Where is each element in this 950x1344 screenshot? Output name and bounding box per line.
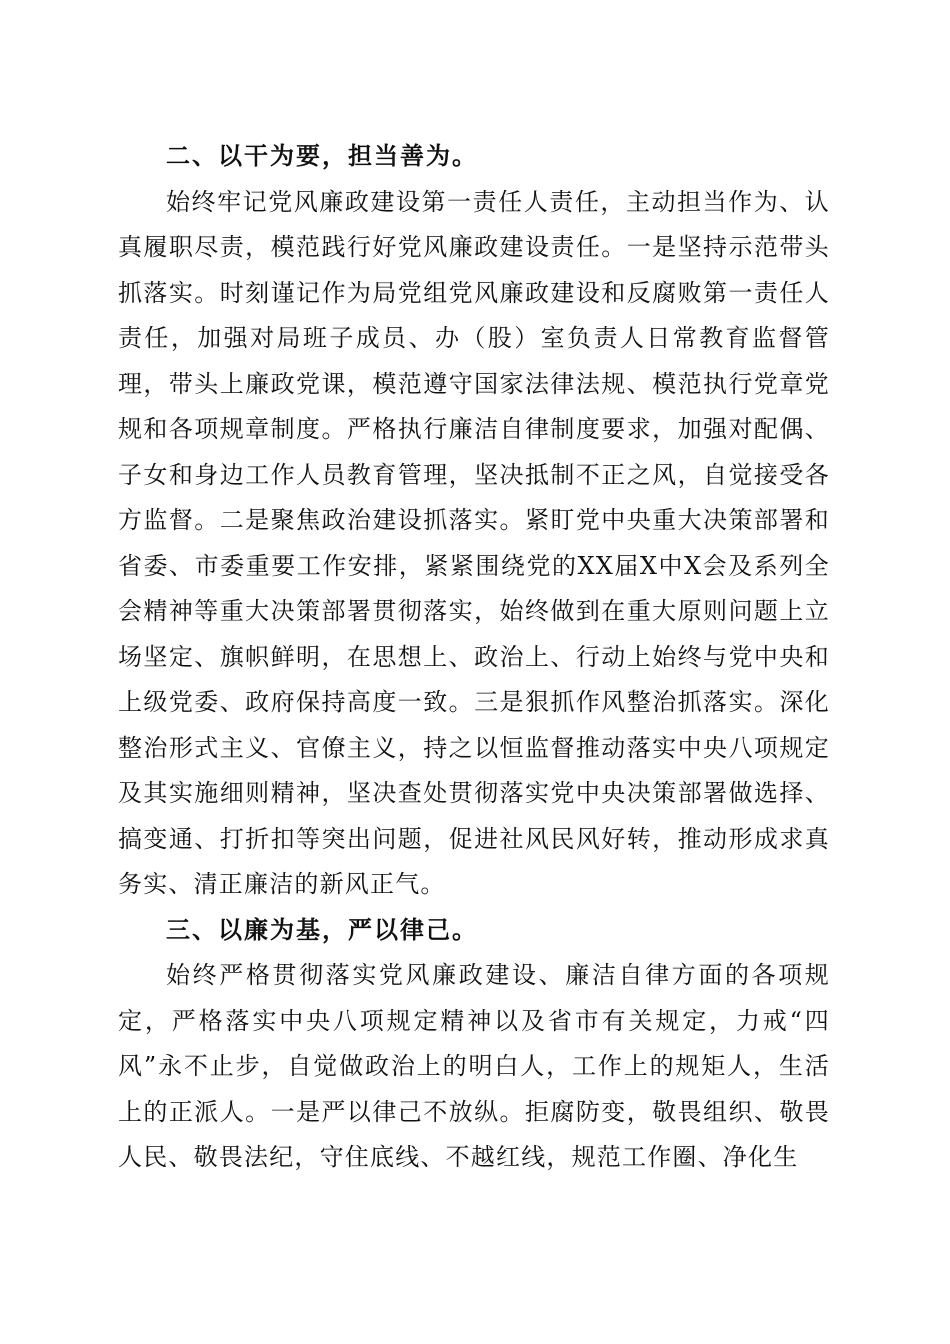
section-two-paragraph: 始终牢记党风廉政建设第一责任人责任，主动担当作为、认真履职尽责，模范践行好党风廉政建设责任。一是坚持示范带头抓落实。时刻谨记作为局党组党风廉政建设和反腐败第一责任人责任，加强对局班子成员、办（股）室负责人日常教育监督管理，带头上廉政党课，模范遵守国家法律法规、模范执行党章党规和各项规章制度。严格执行廉洁自律制度要求，加强对配偶、子女和身边工作人员教育管理，坚决抵制不正之风，自觉接受各方监督。二是聚焦政治建设抓落实。紧盯党中央重大决策部署和省委、市委重要工作安排，紧紧围绕党的XX届X中X会及系列全会精神等重大决策部署贯彻落实，始终做到在重大原则问题上立场坚定、旗帜鲜明，在思想上、政治上、行动上始终与党中央和上级党委、政府保持高度一致。三是狠抓作风整治抓落实。深化整治形式主义、官僚主义，持之以恒监督推动落实中央八项规定及其实施细则精神，坚决查处贯彻落实党中央决策部署做选择、搞变通、打折扣等突出问题，促进社风民风好转，推动形成求真务实、清正廉洁的新风正气。 [118,187,830,898]
section-heading-three: 三、以廉为基，严以律己。 [166,915,478,944]
section-three-paragraph: 始终严格贯彻落实党风廉政建设、廉洁自律方面的各项规定，严格落实中央八项规定精神以及省市有关规定，力戒“四风”永不止步，自觉做政治上的明白人，工作上的规矩人，生活上的正派人。一是严以律己不放纵。拒腐防变，敬畏组织、敬畏人民、敬畏法纪，守住底线、不越红线，规范工作圈、净化生 [118,961,830,1171]
section-heading-two: 二、以干为要，担当善为。 [166,142,478,170]
document-body [118,134,830,1181]
